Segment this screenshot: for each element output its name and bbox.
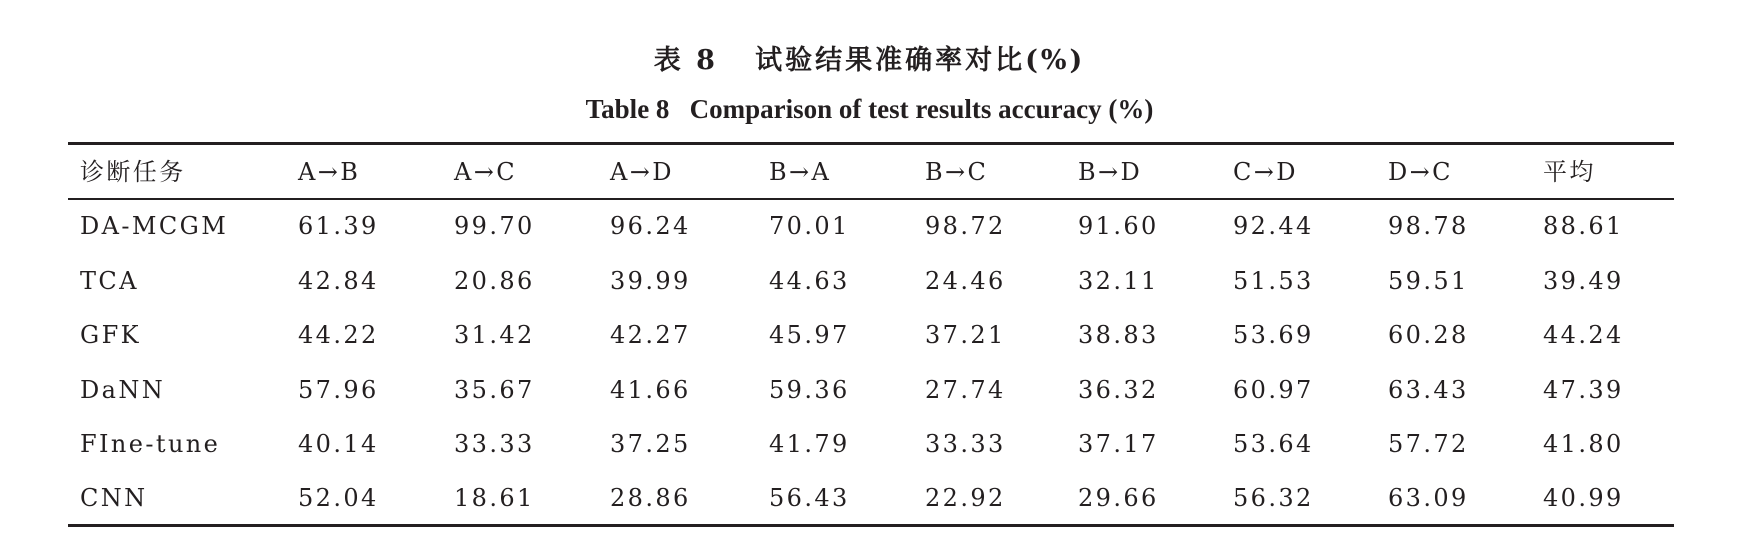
table-cell: 33.33 <box>454 430 535 458</box>
column-header: B→A <box>769 158 832 186</box>
table-cell: 42.84 <box>298 267 379 295</box>
column-header: B→D <box>1078 158 1143 186</box>
table-cell: 42.27 <box>610 321 691 349</box>
table-cell: 92.44 <box>1233 212 1314 240</box>
row-label: GFK <box>80 321 141 349</box>
table-cell: 98.78 <box>1388 212 1469 240</box>
table-cell: 39.49 <box>1543 267 1624 295</box>
table-cell: 59.36 <box>769 376 850 404</box>
table-cell: 24.46 <box>925 267 1006 295</box>
table-cell: 36.32 <box>1078 376 1159 404</box>
column-header: A→B <box>298 158 361 186</box>
row-label: DaNN <box>80 376 166 404</box>
table-cell: 44.24 <box>1543 321 1624 349</box>
table-cell: 63.43 <box>1388 376 1469 404</box>
table-row <box>0 370 1739 410</box>
table-cell: 53.64 <box>1233 430 1314 458</box>
table-cell: 60.28 <box>1388 321 1469 349</box>
table-caption-chinese: 表 8 试验结果准确率对比(%) <box>653 45 1086 76</box>
table-row <box>0 478 1739 518</box>
table-cell: 40.14 <box>298 430 379 458</box>
table-cell: 29.66 <box>1078 484 1159 512</box>
table-cell: 57.72 <box>1388 430 1469 458</box>
column-header: A→D <box>610 158 674 186</box>
table-cell: 39.99 <box>610 267 691 295</box>
table-cell: 38.83 <box>1078 321 1159 349</box>
column-header: 诊断任务 <box>80 158 186 186</box>
table-row <box>0 261 1739 301</box>
table-cell: 44.63 <box>769 267 850 295</box>
table-cell: 63.09 <box>1388 484 1469 512</box>
row-label: CNN <box>80 484 148 512</box>
table-cell: 37.17 <box>1078 430 1159 458</box>
table-header-row <box>0 152 1739 192</box>
table-row <box>0 424 1739 464</box>
table-row <box>0 206 1739 246</box>
column-header: D→C <box>1388 158 1453 186</box>
table-cell: 40.99 <box>1543 484 1624 512</box>
table-cell: 60.97 <box>1233 376 1314 404</box>
table-cell: 98.72 <box>925 212 1006 240</box>
table-caption-english: Table 8 Comparison of test results accuracy (%) <box>585 94 1154 124</box>
table-cell: 47.39 <box>1543 376 1624 404</box>
table-cell: 37.21 <box>925 321 1006 349</box>
row-label: TCA <box>80 267 139 295</box>
table-cell: 35.67 <box>454 376 535 404</box>
column-header: C→D <box>1233 158 1298 186</box>
row-label: FIne-tune <box>80 430 221 458</box>
table-cell: 70.01 <box>769 212 850 240</box>
table-row <box>0 315 1739 355</box>
table-cell: 51.53 <box>1233 267 1314 295</box>
table-cell: 57.96 <box>298 376 379 404</box>
table-top-rule <box>68 142 1674 145</box>
table-cell: 32.11 <box>1078 267 1159 295</box>
table-cell: 18.61 <box>454 484 535 512</box>
table-cell: 59.51 <box>1388 267 1469 295</box>
table-cell: 33.33 <box>925 430 1006 458</box>
table-cell: 56.43 <box>769 484 850 512</box>
table-cell: 31.42 <box>454 321 535 349</box>
table-cell: 41.79 <box>769 430 850 458</box>
table-cell: 99.70 <box>454 212 535 240</box>
table-cell: 41.66 <box>610 376 691 404</box>
table-cell: 44.22 <box>298 321 379 349</box>
table-cell: 91.60 <box>1078 212 1159 240</box>
table-cell: 52.04 <box>298 484 379 512</box>
table-cell: 56.32 <box>1233 484 1314 512</box>
row-label: DA-MCGM <box>80 212 229 240</box>
table-cell: 61.39 <box>298 212 379 240</box>
table-cell: 41.80 <box>1543 430 1624 458</box>
table-cell: 20.86 <box>454 267 535 295</box>
table-cell: 88.61 <box>1543 212 1624 240</box>
column-header: A→C <box>454 158 518 186</box>
table-cell: 28.86 <box>610 484 691 512</box>
table-cell: 96.24 <box>610 212 691 240</box>
column-header: B→C <box>925 158 989 186</box>
table-cell: 53.69 <box>1233 321 1314 349</box>
table-cell: 37.25 <box>610 430 691 458</box>
table-cell: 22.92 <box>925 484 1006 512</box>
table-cell: 45.97 <box>769 321 850 349</box>
table-header-rule <box>68 198 1674 200</box>
table-bottom-rule <box>68 524 1674 527</box>
table-cell: 27.74 <box>925 376 1006 404</box>
column-header: 平均 <box>1543 158 1596 186</box>
